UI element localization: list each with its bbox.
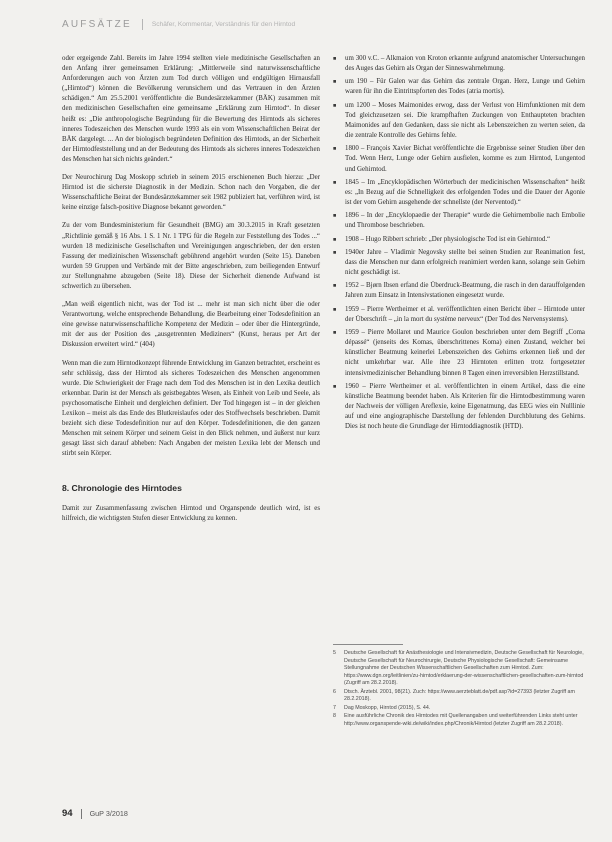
quote-paragraph: „Man weiß eigentlich nicht, was der Tod ist ... mehr ist man sich nicht über die oder Verantwortung, welche entsprechende Behandlung, die Bearbeitung einer Todesdefinition an eine gewisse naturwissenschaftliche Kompetenz der Medizin – oder über die Hintergründe, mit der aus der Position des „ausgetrennten Mediziners“ (Kunst, heraus per Art der Diskussion erweitert wird.“ (404) — [62, 301, 320, 349]
chronology-item: ■ 1845 – Im „Encyklopädischen Wörterbuch der medicinischen Wissenschaften“ heißt es: „In Bezug auf die Schnelligkeit des erfolgenden Todes und die Dauer der Agonie ist der vom Gehirn ausgehende der schnellste (der Nerventod).“ — [333, 178, 585, 208]
chronology-item: ■ 1960 – Pierre Wertheimer et al. veröffentlichten in einem Artikel, dass die eine künstliche Beatmung beendet haben. Als Kriterien für die Hirntodbestimmung waren der Nachweis der völligen Areflexie, keine Eigenatmung, das EEG wies ein Nulllinie auf und eine angiographische Darstellung der fehlenden Durchblutung des Gehirns. Dies ist noch heute die Grundlage der Hirntoddiagnostik (HTD). — [333, 382, 585, 432]
page-footer — [62, 808, 128, 819]
body-paragraph: Zu der vom Bundesministerium für Gesundheit (BMG) am 30.3.2015 in Kraft gesetzten „Richtlinie gemäß § 16 Abs. 1 S. 1 Nr. 1 TPG für die Regeln zur Feststellung des Todes ...“ wurden 18 medizinische Gesellschaften und Vereinigungen angeschrieben, der den ersten Fassung der medizinischen Wissenschaft gebührend angehört wurden (Seite 15). Daneben wurden 59 Gruppen und Verbände mit der Bitte angeschrieben, zum beiliegenden Entwurf zur Stellungnahme abzugeben (Seite 18). Diese der Sicherheit dienende Aufwand ist schwerlich zu übersehen. — [62, 222, 320, 290]
footer-divider — [81, 809, 82, 819]
chronology-item: ■ um 1200 – Moses Maimonides erwog, dass der Verlust von Hirnfunktionen mit dem Tod gleichzusetzen sei. Die krampfhaften Zuckungen von Enthaupteten brachten Maimonides auf den Gedanken, dass sie nicht als Lebenszeichen zu werten seien, da die zentrale Kontrolle des Gehirns fehle. — [333, 101, 585, 141]
chronology-item: ■ 1959 – Pierre Wertheimer et al. veröffentlichten einen Bericht über – Hirntode unter der Überschrift – „in la mort du système nerveux“ (Der Tod des Nervensystems). — [333, 305, 585, 325]
footnote — [333, 705, 585, 713]
section-label: AUFSÄTZE — [62, 18, 132, 30]
footnote-text: Dtsch. Ärztebl. 2001, 98(21). Zuch: https://www.aerzteblatt.de/pdf.asp?id=27393 (letzter Zugriff am 28.2.2018). — [344, 688, 575, 702]
footnote-number: 7 — [333, 704, 336, 711]
footnote-text: Eine ausführliche Chronik des Hirntodes mit Quellenangaben und weiterführenden Links steht unter http://www.organspende-wiki.de/wiki/index.php/Chronik/Hirntod (letzter Zugriff am 28.2.2018). — [344, 713, 578, 727]
footnote-text: Dag Moskopp, Hirntod (2015), S. 44. — [344, 704, 431, 711]
header-divider — [142, 19, 143, 30]
chronology-list — [333, 54, 585, 432]
footnote — [333, 650, 585, 688]
footnotes — [333, 650, 585, 729]
body-paragraph: Wenn man die zum Hirntodkonzept führende Entwicklung im Ganzen betrachtet, erscheint es sehr schlüssig, dass der Hirntod als sicheres Todeszeichen des Menschen angenommen wurde. Die Schwierigkeit der Frage nach dem Tod des Menschen ist in den Lexika deutlich erkennbar. Darin ist der Mensch als geistbegabtes Wesen, als Einheit von Leib und Seele, als psychosomatische Einheit und dergleichen definiert. Der Tod hingegen ist – in der gleichen Lexikon – meist als das Ende des Blutkreislaufes oder des Stoffwechsels beschrieben. Damit bezieht sich diese Todesdefinition nur auf den Körper. Todesdefinitionen, die den ganzen Menschen mit seinem Körper und seinem Geist in den Blick nehmen, und äußerst nur kurz gesagt lässt sich darauf abheben: Nach Angaben der meisten Lexika lebt der Mensch und stirbt sein Körper. — [62, 359, 320, 458]
page-number: 94 — [62, 808, 73, 819]
left-column — [62, 54, 320, 532]
body-paragraph: Damit zur Zusammenfassung zwischen Hirntod und Organspende deutlich wird, ist es hilfreich, die wichtigsten Stufen dieser Entwicklung zu kennen. — [62, 504, 320, 522]
chronology-item: ■ 1908 – Hugo Ribbert schrieb: „Der physiologische Tod ist ein Gehirntod.“ — [333, 235, 585, 245]
chronology-item: ■ 1952 – Bjørn Ibsen erfand die Überdruck-Beatmung, die rasch in den darauffolgenden Jahren zum Einsatz in Intensivstationen eingesetzt wurde. — [333, 281, 585, 301]
body-paragraph: oder ergeigende Zahl. Bereits im Jahre 1994 stellten viele medizinische Gesellschaften an den Anfang ihrer gemeinsamen Erklärung: „Mittlerweile sind naturwissenschaftliche Anforderungen auch von Ärzten zum Tod durch völligen und endgültigen Hirnausfall („Hirntod“) können die Bevölkerung verunsichern und das Vertrauen in den Ärzten schädigen.“ Am 25.5.2001 veröffentlichte die Bundesärztekammer (BÄK) zusammen mit den medizinischen Gesellschaften eine gemeinsame „Erklärung zum Hirntod“. In dieser heißt es: „Die anthropologische Begründung für die Bewertung des Hirntods als sicheres inneres Todeszeichen des Menschen wurde 1993 als ein vom Wissenschaftlichen Beirat der BÄK dargelegt. ... An der biologisch begründeten Definition des Hirntods, an der Sicherheit der Hirntodfeststellung und an der Bedeutung des Hirntods als sicheres inneres Todeszeichen des Menschen hat sich nichts geändert.“ — [62, 55, 320, 163]
footnote — [333, 689, 585, 704]
footnote-number: 8 — [333, 713, 336, 719]
footnote-text: Deutsche Gesellschaft für Anästhesiologie und Intensivmedizin, Deutsche Gesellschaft für Neurologie, Deutsche Gesellschaft für Neurochirurgie, Deutsche Physiologische Gesellschaft: Gemeinsame Stellungnahme der Deutschen Wissenschaftlichen Gesellschaften zum Hirntod. Zum: https://www.dgn.org/leitlinien/zu-hirntod/erklaerung-der-wissenschaftlichen-gesellschaften-zum-hirntod (Zugriff am 28.2.2018). — [344, 650, 584, 686]
chronology-item: ■ 1800 – François Xavier Bichat veröffentlichte die Ergebnisse seiner Studien über den Tod. Wenn Herz, Lunge oder Gehirn ausfielen, komme es zum Hirntod, Lungentod und Gehirntod. — [333, 144, 585, 174]
chronology-item: ■ 1896 – In der „Encyklopaedie der Therapie“ wurde die Gehirnembolie nach Embolie und Thrombose beschrieben. — [333, 211, 585, 231]
body-paragraph: Der Neurochirurg Dag Moskopp schrieb in seinem 2015 erschienenen Buch hierzu: „Der Hirntod ist die sicherste Diagnostik in der Medizin. Schon nach den Vorgaben, die der Wissenschaftliche Beirat der Bundesärztekammer seit 1982 publiziert hat, verführen wird, ist keine einzige falsch-positive Diagnose bekannt geworden.“ — [62, 174, 320, 212]
footnote — [333, 713, 585, 728]
chronology-item: ■ um 300 v.C. – Alkmaion von Kroton erkannte aufgrund anatomischer Untersuchungen des Auges das Gehirn als Organ der Sinneswahrnehmung. — [333, 54, 585, 74]
chronology-item: ■ 1940er Jahre – Vladimir Negovsky stellte bei seinen Studien zur Reanimation fest, dass die Menschen nur dann erfolgreich reanimiert werden kann, solange sein Gehirn nicht geschädigt ist. — [333, 248, 585, 278]
chronology-item: ■ um 190 – Für Galen war das Gehirn das zentrale Organ. Herz, Lunge und Gehirn waren für ihn die Eintrittspforten des Todes (atria mortis). — [333, 77, 585, 97]
footnote-rule — [333, 644, 403, 645]
journal-issue: GuP 3/2018 — [89, 809, 128, 818]
footnote-number: 5 — [333, 650, 336, 656]
right-column — [333, 54, 585, 435]
chronology-item: ■ 1959 – Pierre Mollaret und Maurice Goulon beschrieben unter dem Begriff „Coma dépassé“ (jenseits des Komas, überschrittenes Koma) einen Zustand, welcher bei künstlicher Beatmung keinerlei Lebenszeichen des Gehirns erkennen ließ und der nicht umkehrbar war. Alle ihre 23 Hirntoten erlitten trotz fortgesetzter intensivmedizinischer Behandlung binnen 8 Tagen einen irreversiblen Herzstillstand. — [333, 328, 585, 378]
running-title: Schäfer, Kommentar, Verständnis für den Hirntod — [151, 20, 296, 28]
footnote-number: 6 — [333, 688, 336, 695]
running-header — [62, 14, 582, 34]
section-heading: 8. Chronologie des Hirntodes — [62, 483, 182, 494]
